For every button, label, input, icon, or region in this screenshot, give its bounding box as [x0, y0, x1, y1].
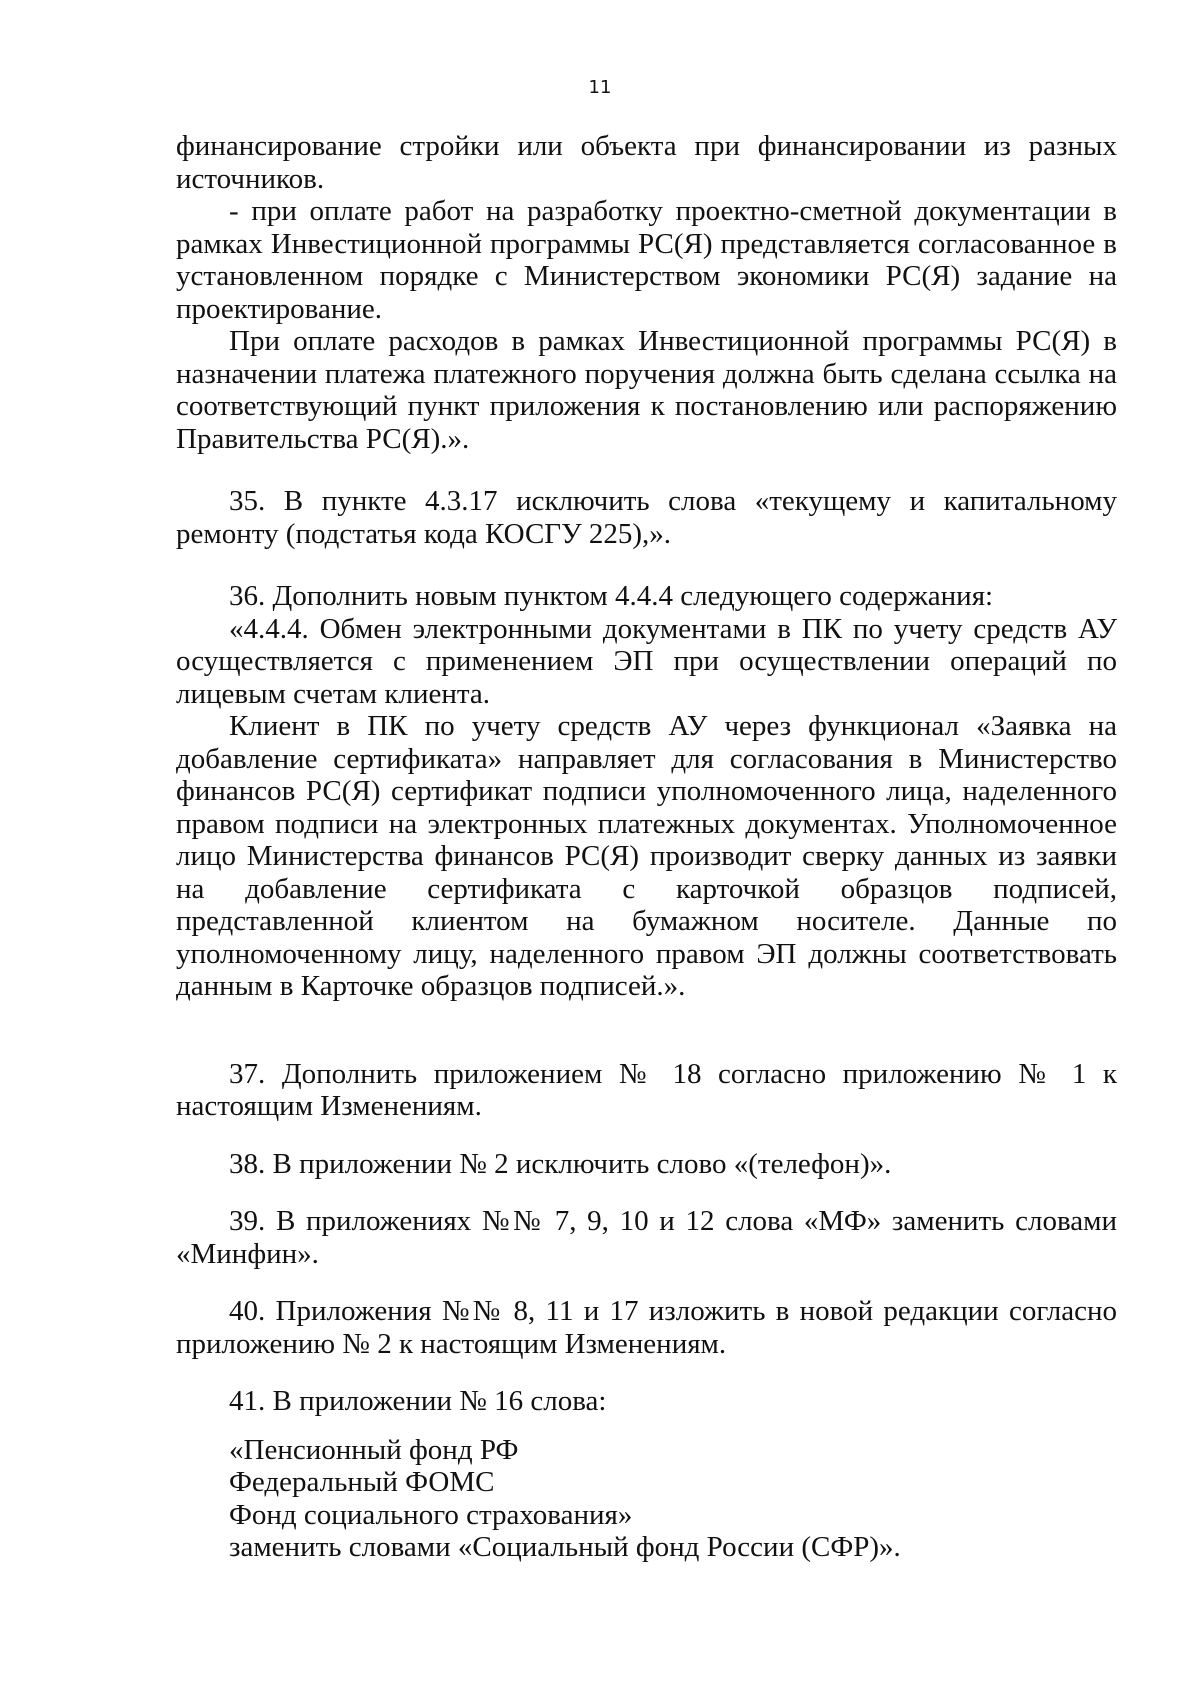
clause-41-quote [176, 1434, 1117, 1564]
clause-39: 39. В приложениях №№ 7, 9, 10 и 12 слова «МФ» заменить словами «Минфин». [176, 1205, 1117, 1270]
clause-37: 37. Дополнить приложением № 18 согласно приложению № 1 к настоящим Изменениям. [176, 1057, 1117, 1122]
clause-35: 35. В пункте 4.3.17 исключить слова «текущему и капитальному ремонту (подстатья кода КОСГУ 225),». [176, 485, 1117, 550]
document-body [176, 130, 1117, 1564]
quote-line: «Пенсионный фонд РФ [229, 1433, 519, 1466]
quote-line: Фонд социального страхования» [229, 1498, 633, 1531]
clause-36-item-4-4-4: «4.4.4. Обмен электронными документами в ПК по учету средств АУ осуществляется с применением ЭП при осуществлении операций по лицевым счетам клиента. [176, 612, 1117, 710]
clause-36: 36. Дополнить новым пунктом 4.4.4 следующего содержания: [229, 580, 994, 612]
page-number: 11 [588, 77, 612, 98]
quote-line: Федеральный ФОМС [229, 1466, 495, 1498]
clause-40: 40. Приложения №№ 8, 11 и 17 изложить в новой редакции согласно приложению № 2 к настоящим Изменениям. [176, 1295, 1117, 1360]
paragraph-design-estimate: - при оплате работ на разработку проектно-сметной документации в рамках Инвестиционной программы РС(Я) представляется согласованное в установленном порядке с Министерством экономики РС(Я) задание на проектирование. [176, 195, 1117, 325]
quote-line: заменить словами «Социальный фонд России (СФР)». [229, 1531, 901, 1563]
paragraph-continuation: финансирование стройки или объекта при финансировании из разных источников. [176, 130, 1117, 195]
clause-41: 41. В приложении № 16 слова: [229, 1385, 607, 1417]
paragraph-payment-reference: При оплате расходов в рамках Инвестиционной программы РС(Я) в назначении платежа платежного поручения должна быть сделана ссылка на соответствующий пункт приложения к постановлению или распоряжению Правительства РС(Я).». [176, 325, 1117, 455]
clause-36-client-certificate: Клиент в ПК по учету средств АУ через функционал «Заявка на добавление сертификата» направляет для согласования в Министерство финансов РС(Я) сертификат подписи уполномоченного лица, наделенного правом подписи на электронных платежных документах. Уполномоченное лицо Министерства финансов РС(Я) производит сверку данных из заявки на добавление сертификата с карточкой образцов подписей, представленной клиентом на бумажном носителе. Данные по уполномоченному лицу, наделенного правом ЭП должны соответствовать данным в Карточке образцов подписей.». [176, 710, 1117, 1002]
clause-38: 38. В приложении № 2 исключить слово «(телефон)». [229, 1147, 892, 1180]
